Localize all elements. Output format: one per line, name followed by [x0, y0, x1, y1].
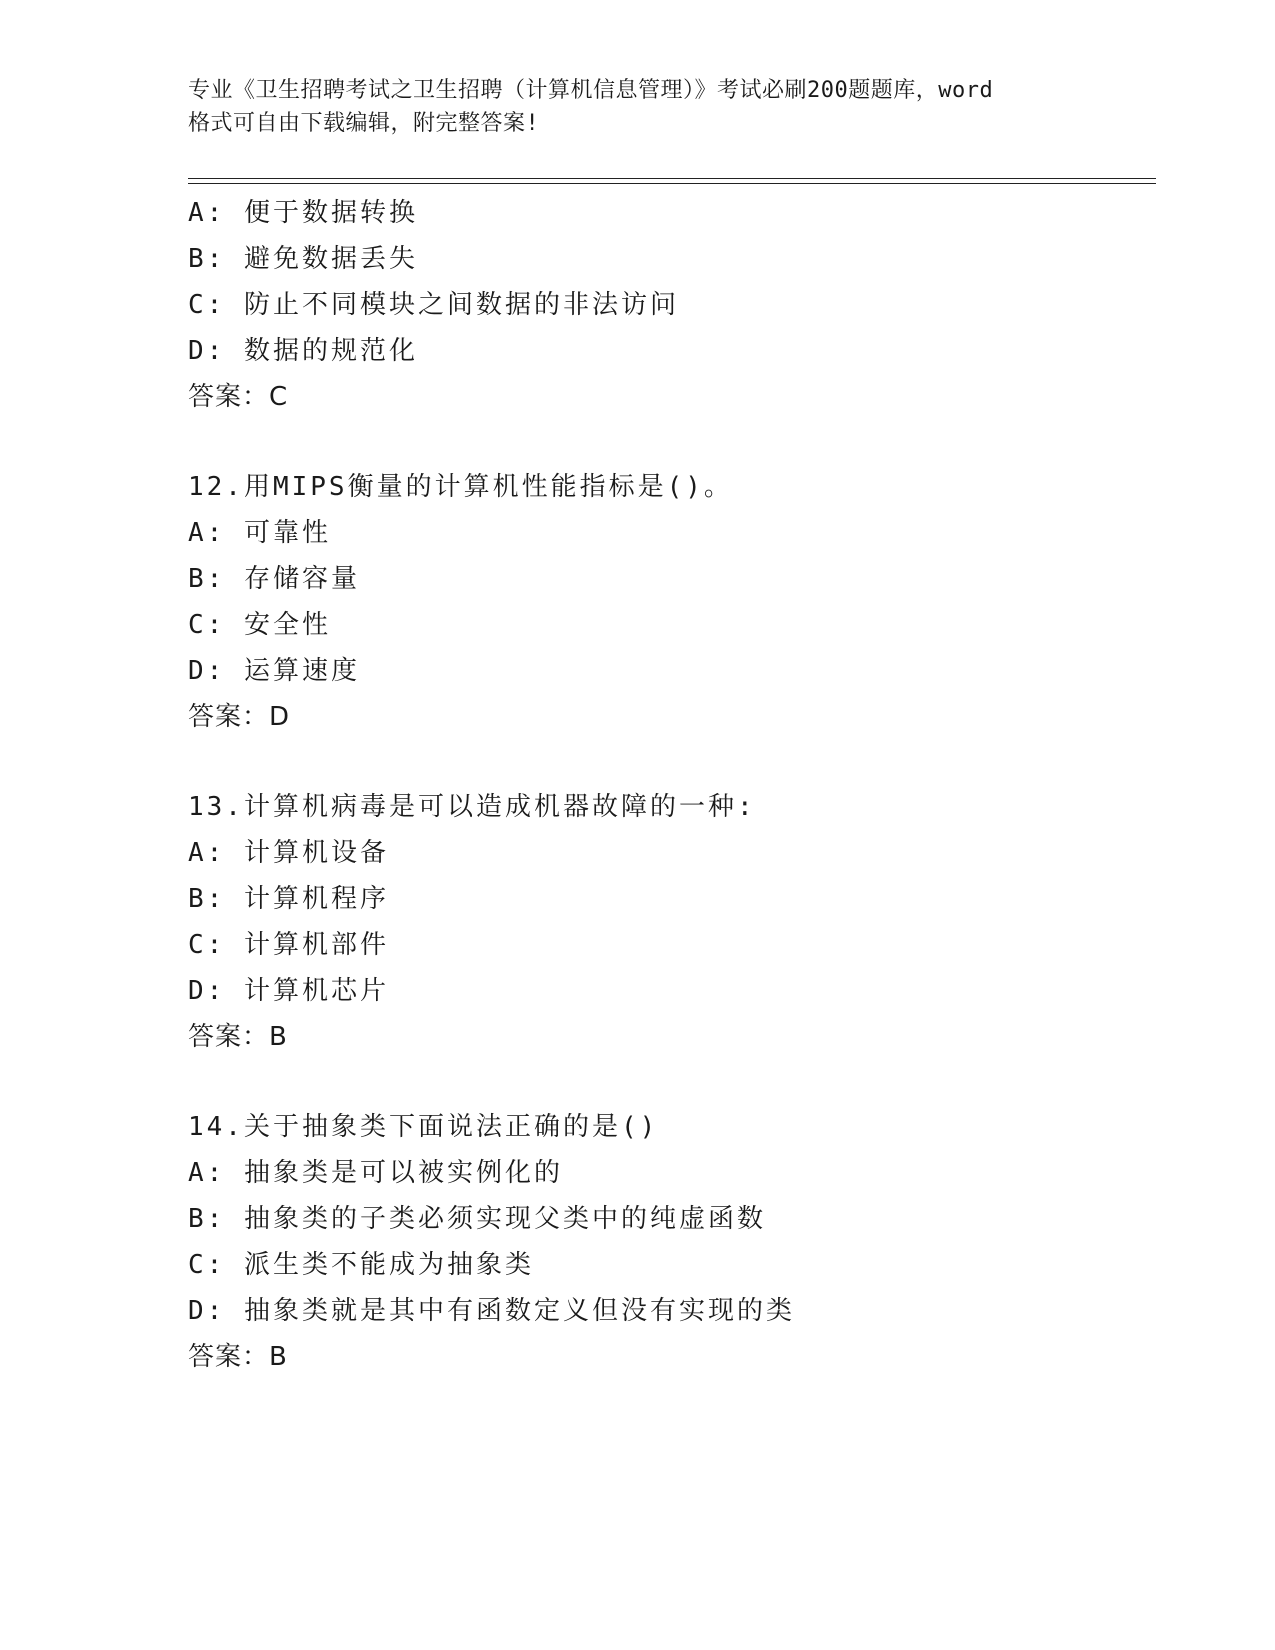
option-c: C: 防止不同模块之间数据的非法访问 [188, 290, 679, 320]
option-a: A: 便于数据转换 [188, 198, 418, 228]
option-c: C: 派生类不能成为抽象类 [188, 1250, 534, 1280]
option-c: C: 安全性 [188, 610, 331, 640]
header-line-2: 格式可自由下载编辑，附完整答案! [188, 111, 540, 136]
option-d: D: 运算速度 [188, 656, 360, 686]
question-14 [188, 1104, 1156, 1380]
option-a: A: 计算机设备 [188, 838, 389, 868]
question-stem: 13.计算机病毒是可以造成机器故障的一种: [188, 792, 756, 822]
header-divider-top [188, 178, 1156, 179]
question-11-continued [188, 190, 1156, 420]
answer-line: 答案：B [188, 1022, 288, 1052]
option-d: D: 数据的规范化 [188, 336, 418, 366]
question-stem: 14.关于抽象类下面说法正确的是() [188, 1112, 659, 1142]
option-b: B: 存储容量 [188, 564, 360, 594]
option-a: A: 可靠性 [188, 518, 331, 548]
option-d: D: 抽象类就是其中有函数定义但没有实现的类 [188, 1296, 795, 1326]
document-header [188, 74, 1108, 140]
question-stem: 12.用MIPS衡量的计算机性能指标是()。 [188, 472, 733, 502]
option-d: D: 计算机芯片 [188, 976, 389, 1006]
answer-line: 答案：B [188, 1342, 288, 1372]
question-13 [188, 784, 1156, 1060]
answer-line: 答案：D [188, 702, 291, 732]
question-12 [188, 464, 1156, 740]
option-a: A: 抽象类是可以被实例化的 [188, 1158, 563, 1188]
header-divider-bottom [188, 183, 1156, 184]
option-b: B: 抽象类的子类必须实现父类中的纯虚函数 [188, 1204, 766, 1234]
answer-line: 答案：C [188, 382, 289, 412]
header-line-1: 专业《卫生招聘考试之卫生招聘（计算机信息管理）》考试必刷200题题库，word [188, 78, 994, 103]
option-b: B: 避免数据丢失 [188, 244, 418, 274]
question-list [188, 190, 1156, 1380]
option-c: C: 计算机部件 [188, 930, 389, 960]
option-b: B: 计算机程序 [188, 884, 389, 914]
